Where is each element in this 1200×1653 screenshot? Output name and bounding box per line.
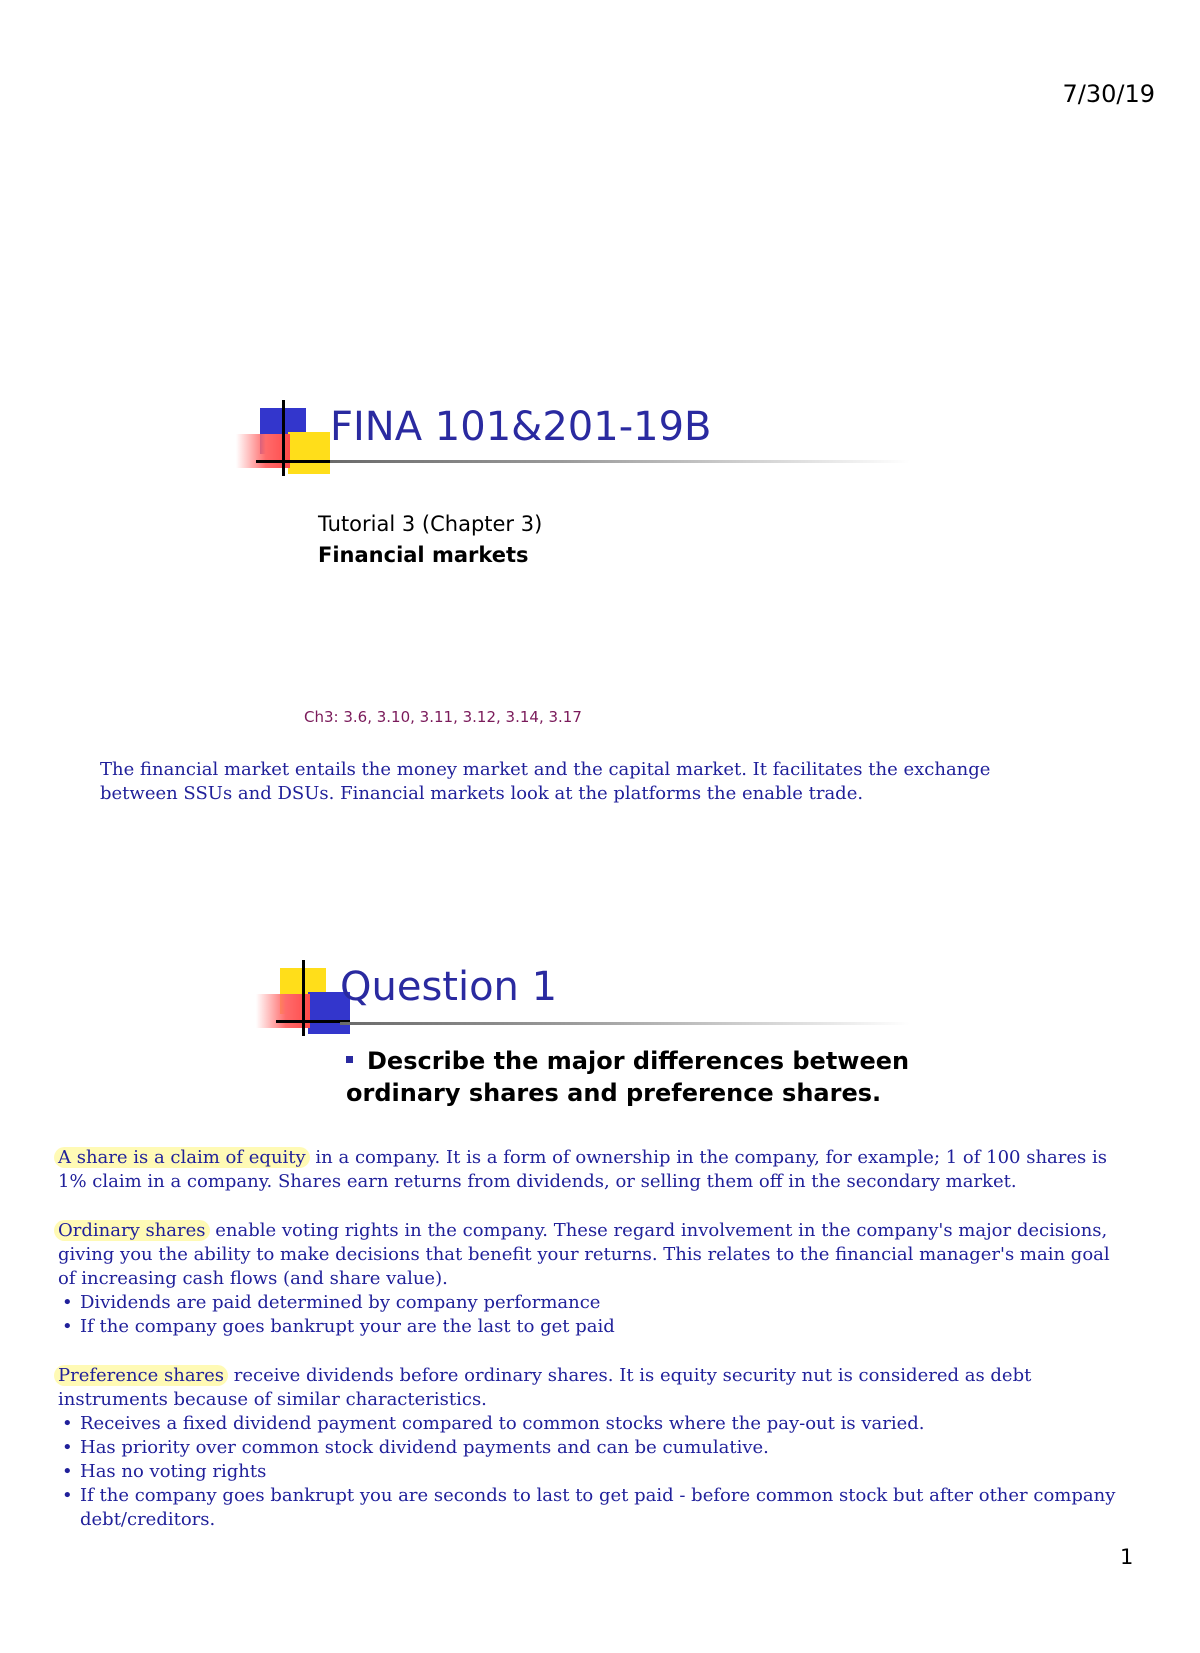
answer-paragraph-ordinary: [58, 1219, 1118, 1339]
title-divider: [330, 460, 910, 463]
answer-paragraph-share: [58, 1146, 1118, 1194]
paragraph-text: receive dividends before ordinary shares. It is equity security nut is considered as debt instruments because of similar characteristics.: [58, 1365, 1032, 1410]
answer-paragraph-preference: [58, 1364, 1118, 1532]
financial-market-note: The financial market entails the money market and the capital market. It facilitates the exchange between SSUs and DSUs. Financial markets look at the platforms the enable trade.: [100, 759, 991, 804]
answer-notes: [58, 1146, 1118, 1532]
highlighted-term: Ordinary shares: [54, 1220, 210, 1241]
page-title: FINA 101&201-19B: [330, 404, 712, 450]
list-item: • If the company goes bankrupt your are the last to get paid: [58, 1315, 1118, 1339]
list-item: • Has no voting rights: [58, 1460, 1118, 1484]
page-number: 1: [1120, 1545, 1134, 1569]
topic-subtitle: Financial markets: [318, 543, 529, 567]
highlighted-term: Preference shares: [54, 1365, 228, 1386]
preference-bullet-list: [58, 1412, 1118, 1532]
ordinary-bullet-list: [58, 1291, 1118, 1339]
paragraph-text: enable voting rights in the company. These regard involvement in the company's major decisions, giving you the ability to make decisions that benefit your returns. This relates to the financial manager's main goal of increasing cash flows (and share value).: [58, 1220, 1110, 1289]
question-bullet: [346, 1045, 966, 1109]
page-date: 7/30/19: [1062, 80, 1155, 108]
title-divider: [340, 1022, 910, 1025]
question-title: Question 1: [340, 964, 558, 1010]
list-item: • Receives a fixed dividend payment compared to common stocks where the pay-out is varied.: [58, 1412, 1118, 1436]
chapter-references: Ch3: 3.6, 3.10, 3.11, 3.12, 3.14, 3.17: [304, 708, 582, 726]
list-item: • Dividends are paid determined by company performance: [58, 1291, 1118, 1315]
list-item: • Has priority over common stock dividend payments and can be cumulative.: [58, 1436, 1118, 1460]
highlighted-term: A share is a claim of equity: [54, 1147, 310, 1168]
square-bullet-icon: [346, 1056, 353, 1063]
paragraph-text: in a company. It is a form of ownership in the company, for example; 1 of 100 shares is 1% claim in a company. Shares earn returns from dividends, or selling them off in the secondary market.: [58, 1147, 1107, 1192]
list-item: • If the company goes bankrupt you are seconds to last to get paid - before common stock but after other company debt/creditors.: [58, 1484, 1118, 1532]
tutorial-subtitle: Tutorial 3 (Chapter 3): [318, 512, 543, 536]
question-text: Describe the major differences between ordinary shares and preference shares.: [346, 1047, 910, 1107]
